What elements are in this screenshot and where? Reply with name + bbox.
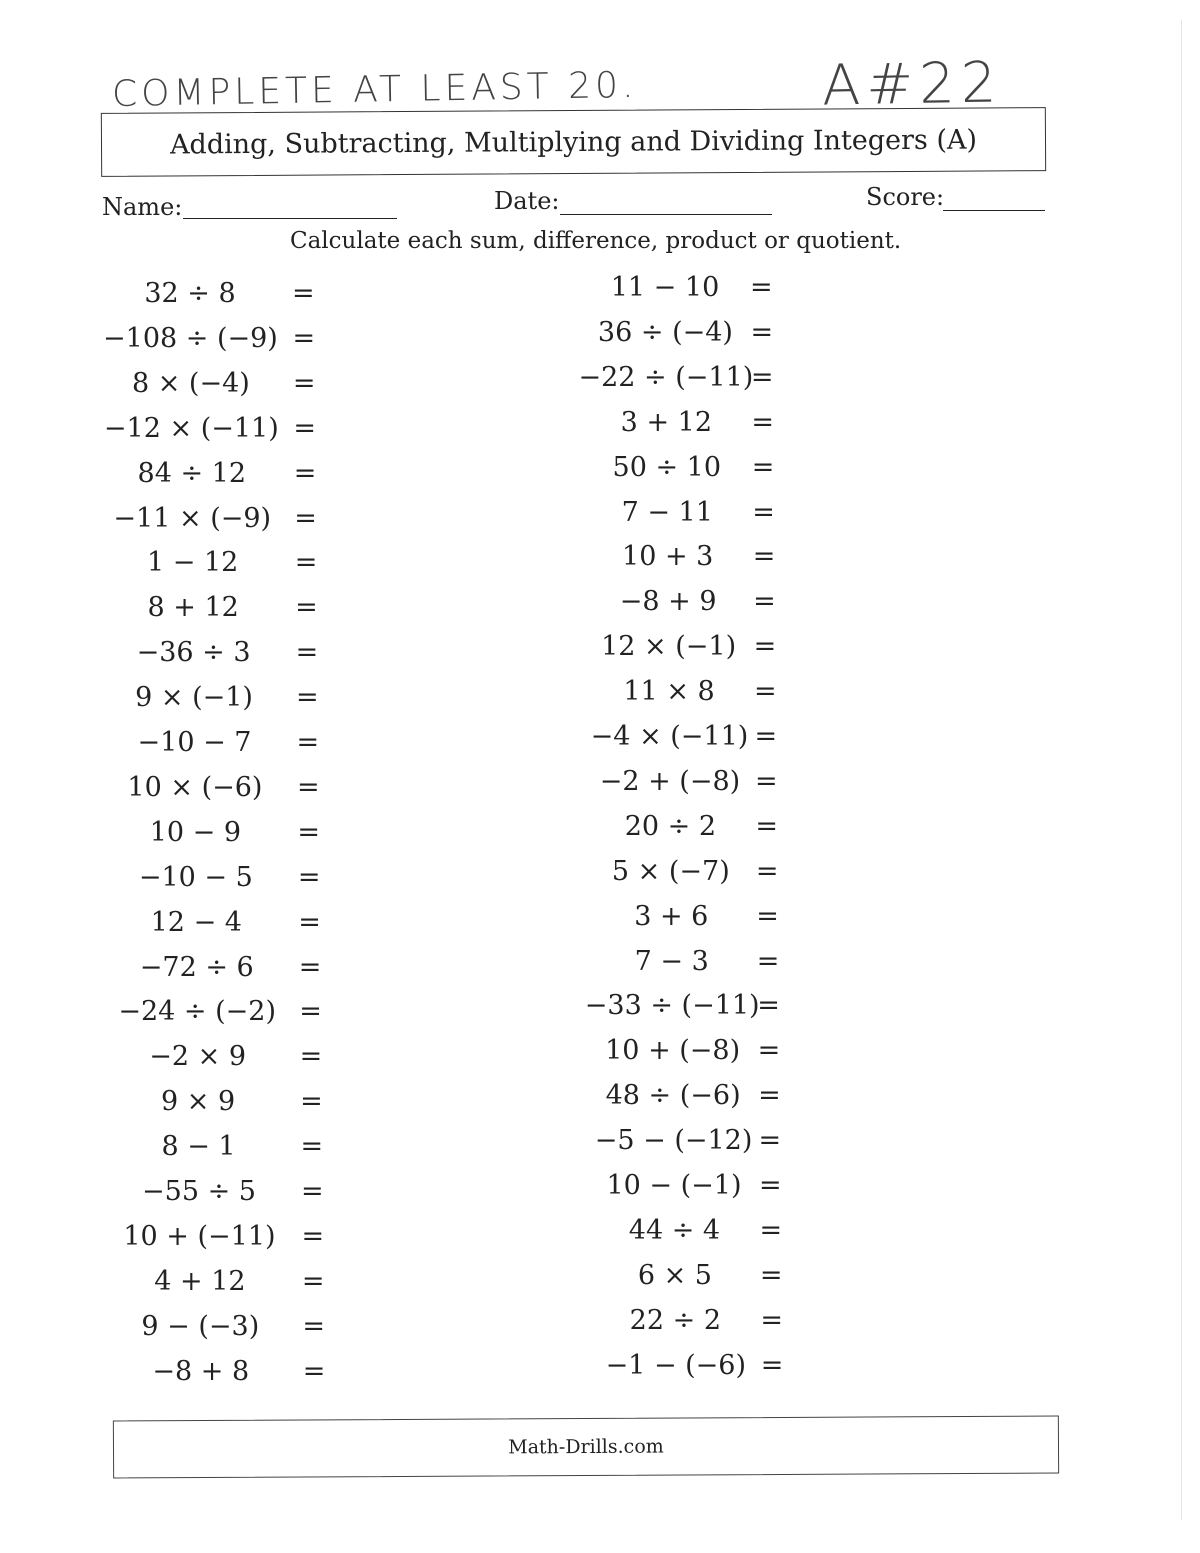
problem-expression: 7 − 11	[621, 496, 713, 528]
equals-sign: =	[292, 367, 316, 399]
problem-row	[0, 1305, 1200, 1345]
problem-row	[0, 990, 1200, 1030]
equals-sign: =	[757, 990, 780, 1022]
score-line	[943, 210, 1045, 211]
problem-expression: 8 × (−4)	[131, 367, 250, 399]
problem-expression: −55 ÷ 5	[142, 1176, 256, 1207]
equals-sign: =	[295, 592, 318, 624]
problem-expression: 5 × (−7)	[611, 855, 730, 887]
problem-expression: 9 × 9	[161, 1086, 236, 1118]
problem-expression: 1 − 12	[147, 547, 239, 579]
problem-row	[0, 1080, 1200, 1120]
problem-expression: −2 + (−8)	[599, 765, 741, 797]
equals-sign: =	[300, 1131, 324, 1163]
equals-sign: =	[296, 682, 319, 714]
equals-sign: =	[760, 1349, 784, 1381]
problem-expression: −1 − (−6)	[605, 1349, 747, 1381]
problem-expression: −8 + 9	[619, 586, 717, 618]
problem-row	[0, 1260, 1200, 1300]
problem-expression: 10 + (−8)	[605, 1035, 741, 1067]
problem-row	[0, 1170, 1200, 1210]
problem-expression: −72 ÷ 6	[139, 951, 254, 983]
equals-sign: =	[299, 996, 322, 1028]
problem-expression: −108 ÷ (−9)	[103, 322, 278, 354]
problem-expression: −11 × (−9)	[113, 502, 272, 534]
name-label: Name:	[102, 193, 183, 221]
problem-row	[0, 1035, 1200, 1075]
equals-sign: =	[755, 855, 779, 887]
problem-row	[0, 362, 1200, 402]
equals-sign: =	[302, 1310, 325, 1342]
problem-expression: −2 × 9	[149, 1041, 247, 1073]
problem-expression: −33 ÷ (−11)	[584, 990, 760, 1022]
equals-sign: =	[301, 1220, 325, 1252]
equals-sign: =	[751, 451, 775, 483]
problem-expression: −8 + 8	[152, 1355, 250, 1387]
problem-row	[0, 1215, 1200, 1255]
problem-expression: 10 + 3	[622, 541, 714, 573]
equals-sign: =	[759, 1259, 783, 1291]
problem-row	[0, 497, 1200, 537]
problem-expression: 7 − 3	[634, 945, 709, 977]
problem-row	[0, 811, 1200, 851]
problem-expression: 8 + 12	[147, 592, 239, 624]
problem-expression: 12 − 4	[150, 906, 242, 938]
equals-sign: =	[757, 1035, 781, 1067]
problem-row	[0, 901, 1200, 941]
equals-sign: =	[298, 951, 322, 983]
equals-sign: =	[298, 906, 321, 938]
equals-sign: =	[752, 496, 775, 528]
equals-sign: =	[751, 406, 774, 438]
problem-expression: 11 − 10	[610, 272, 720, 303]
problem-expression: −12 × (−11)	[103, 412, 279, 444]
problem-expression: −10 − 7	[137, 727, 252, 758]
equals-sign: =	[296, 771, 320, 803]
handwritten-instruction: COMPLETE AT LEAST 20.	[111, 64, 638, 115]
equals-sign: =	[758, 1080, 781, 1112]
problem-expression: 10 − (−1)	[606, 1170, 742, 1201]
equals-sign: =	[297, 816, 321, 848]
equals-sign: =	[300, 1086, 323, 1118]
problem-row	[0, 721, 1200, 761]
equals-sign: =	[756, 900, 779, 932]
problem-row	[0, 856, 1200, 896]
equals-sign: =	[759, 1214, 783, 1246]
equals-sign: =	[750, 361, 774, 393]
problem-expression: 36 ÷ (−4)	[597, 316, 733, 348]
equals-sign: =	[754, 676, 777, 708]
problem-expression: 10 × (−6)	[127, 771, 263, 803]
problem-expression: 12 × (−1)	[601, 631, 737, 663]
equals-sign: =	[297, 861, 321, 893]
equals-sign: =	[294, 502, 317, 534]
problem-expression: 3 + 6	[634, 900, 709, 932]
equals-sign: =	[756, 945, 780, 977]
problem-row	[0, 586, 1200, 626]
handwritten-assignment-number: A#22	[821, 50, 1004, 119]
problem-expression: 44 ÷ 4	[628, 1214, 721, 1246]
equals-sign: =	[299, 1041, 323, 1073]
problem-row	[0, 631, 1200, 671]
problem-row	[0, 541, 1200, 581]
worksheet-title: Adding, Subtracting, Multiplying and Dividing Integers (A)	[169, 124, 978, 160]
scan-edge	[1181, 20, 1182, 1520]
problem-row	[0, 317, 1200, 357]
footer-box	[113, 1416, 1059, 1479]
problem-expression: 10 − 9	[149, 816, 242, 848]
problem-expression: −5 − (−12)	[594, 1125, 753, 1157]
equals-sign: =	[755, 810, 779, 842]
problem-expression: 84 ÷ 12	[137, 457, 247, 489]
date-label: Date:	[494, 187, 560, 215]
equals-sign: =	[754, 721, 778, 752]
problem-expression: 50 ÷ 10	[612, 451, 722, 483]
problem-expression: 6 × 5	[637, 1259, 712, 1291]
title-box	[101, 107, 1046, 177]
name-line	[183, 218, 397, 219]
equals-sign: =	[293, 457, 317, 489]
problem-expression: −10 − 5	[138, 861, 253, 893]
equals-sign: =	[302, 1355, 326, 1387]
date-line	[560, 214, 772, 215]
problem-expression: 22 ÷ 2	[629, 1304, 722, 1336]
equals-sign: =	[292, 322, 316, 354]
problem-row	[0, 452, 1200, 492]
problem-expression: −36 ÷ 3	[136, 637, 251, 669]
equals-sign: =	[296, 727, 320, 758]
equals-sign: =	[292, 278, 315, 309]
equals-sign: =	[301, 1176, 324, 1207]
equals-sign: =	[753, 631, 777, 663]
equals-sign: =	[294, 547, 318, 579]
problem-expression: −24 ÷ (−2)	[118, 996, 277, 1028]
equals-sign: =	[759, 1170, 782, 1201]
equals-sign: =	[752, 541, 776, 573]
footer-site: Math-Drills.com	[508, 1435, 664, 1459]
equals-sign: =	[301, 1265, 325, 1297]
equals-sign: =	[750, 316, 774, 348]
problem-expression: 9 − (−3)	[141, 1310, 260, 1342]
problem-expression: 3 + 12	[620, 406, 713, 438]
score-label: Score:	[866, 183, 945, 211]
problem-expression: 8 − 1	[161, 1131, 236, 1163]
problem-expression: 4 + 12	[154, 1265, 246, 1297]
problem-expression: 32 ÷ 8	[144, 278, 236, 309]
problem-row	[0, 676, 1200, 716]
equals-sign: =	[760, 1304, 783, 1336]
problem-expression: −4 × (−11)	[590, 721, 749, 752]
problem-expression: 20 ÷ 2	[624, 810, 717, 842]
problem-expression: 11 × 8	[623, 676, 715, 708]
problem-expression: 48 ÷ (−6)	[605, 1080, 741, 1112]
equals-sign: =	[753, 586, 776, 618]
problem-row	[0, 1350, 1200, 1390]
equals-sign: =	[754, 765, 778, 797]
problem-expression: 9 × (−1)	[135, 682, 253, 714]
problem-row	[0, 946, 1200, 986]
equals-sign: =	[293, 412, 316, 444]
problem-row	[0, 407, 1200, 447]
problem-row	[0, 272, 1200, 312]
problem-expression: 10 + (−11)	[123, 1220, 276, 1252]
problem-expression: −22 ÷ (−11)	[578, 361, 754, 393]
equals-sign: =	[750, 272, 773, 303]
equals-sign: =	[295, 637, 319, 669]
problem-row	[0, 1125, 1200, 1165]
equals-sign: =	[758, 1125, 782, 1157]
instructions: Calculate each sum, difference, product or quotient.	[290, 228, 902, 254]
problem-row	[0, 766, 1200, 806]
